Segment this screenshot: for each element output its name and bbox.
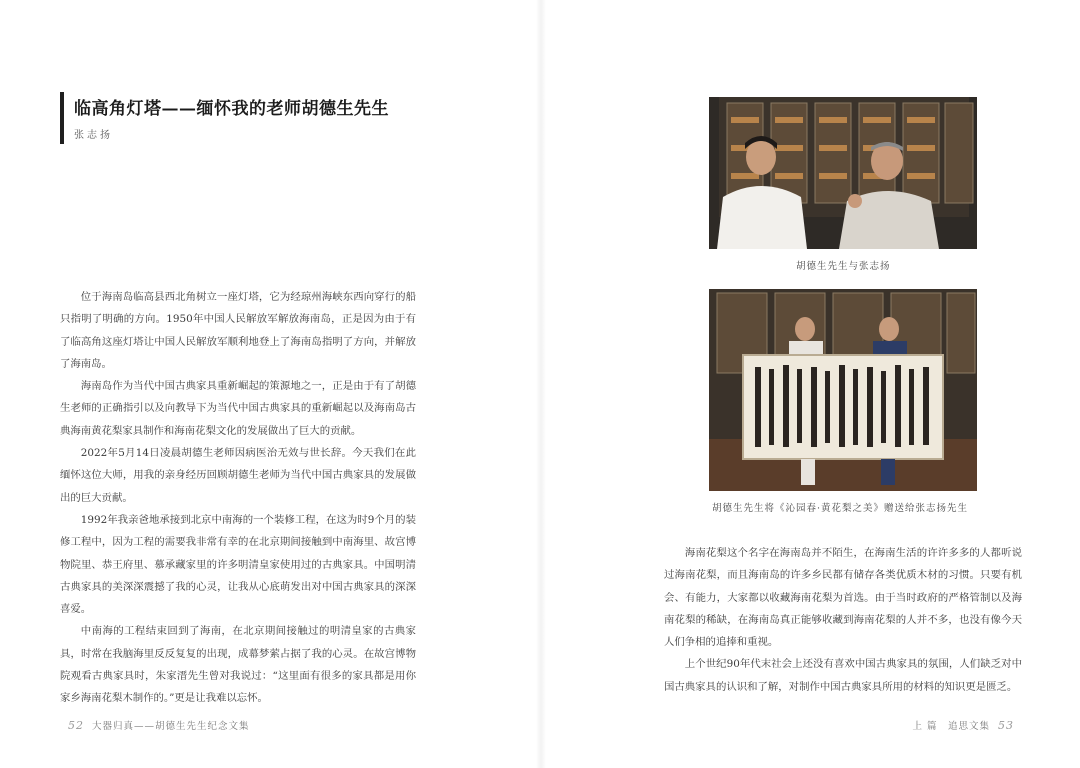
running-footer: 上 篇 追思文集 xyxy=(912,721,990,732)
paragraph: 1992年我亲爸地承接到北京中南海的一个装修工程，在这为时9个月的装修工程中，因为工程的需要我非常有幸的在北京期间接触到中南海里、故宫博物院里、恭王府里、慕承藏家里的许多明清皇家使用过的古典家具。中国明清古典家具的美深深震撼了我的心灵，让我从心底萌发出对中国古典家具的深深喜爱。 xyxy=(60,513,416,616)
paragraph: 海南岛作为当代中国古典家具重新崛起的策源地之一，正是由于有了胡德生老师的正确指引以及向教导下为当代中国古典家具的重新崛起以及海南岛古典海南黄花梨家具制作和海南花梨文化的发展做出了巨大的贡献。 xyxy=(60,380,416,437)
running-footer: 大器归真——胡德生先生纪念文集 xyxy=(92,721,250,732)
page-number: 53 xyxy=(998,719,1014,732)
left-body-text xyxy=(60,286,416,710)
paragraph: 上个世纪90年代末社会上还没有喜欢中国古典家具的氛围，人们缺乏对中国古典家具的认识和了解，对制作中国古典家具所用的材料的知识更是匮乏。 xyxy=(664,658,1022,693)
photo-two-men-talking xyxy=(709,97,977,249)
photo-illustration xyxy=(709,97,977,249)
photo-caption: 胡德生先生与张志扬 xyxy=(796,261,891,272)
page-number: 52 xyxy=(68,719,84,732)
title-accent-bar xyxy=(60,92,64,144)
paragraph: 中南海的工程结束回到了海南，在北京期间接触过的明清皇家的古典家具，时常在我脑海里反反复复的出现，成幕梦萦占据了我的心灵。在故宫博物院观看古典家具时，朱家溍先生曾对我说过：“这里面有很多的家具都是用你家乡海南花梨木制作的。”更是让我难以忘怀。 xyxy=(60,625,416,705)
article-title: 临高角灯塔——缅怀我的老师胡德生先生 xyxy=(74,99,389,119)
right-footer xyxy=(912,718,1022,732)
paragraph: 2022年5月14日凌晨胡德生老师因病医治无效与世长辞。今天我们在此缅怀这位大师，用我的亲身经历回顾胡德生老师为当代中国古典家具的发展做出的巨大贡献。 xyxy=(60,447,416,504)
photo-illustration xyxy=(709,289,977,491)
book-gutter xyxy=(536,0,546,768)
paragraph: 海南花梨这个名字在海南岛并不陌生，在海南生活的许许多多的人都听说过海南花梨，而且海南岛的许多乡民都有储存各类优质木材的习惯。只要有机会、有能力，大家都以收藏海南花梨为首选。由于当时政府的严格管制以及海南花梨的稀缺，在海南岛真正能够收藏到海南花梨的人并不多，也没有像今天人们争相的追捧和重视。 xyxy=(664,547,1022,649)
paragraph: 位于海南岛临高县西北角树立一座灯塔，它为经琼州海峡东西向穿行的船只指明了明确的方向。1950年中国人民解放军解放海南岛，正是因为由于有了临高角这座灯塔让中国人民解放军顺利地登上了海南岛指明了方向，并解放了海南岛。 xyxy=(60,291,416,370)
photo-calligraphy-presentation xyxy=(709,289,977,491)
left-footer xyxy=(60,718,250,732)
right-body-text xyxy=(664,542,1022,698)
article-author: 张志扬 xyxy=(74,130,113,141)
photo-caption: 胡德生先生将《沁园春·黄花梨之美》赠送给张志扬先生 xyxy=(712,503,969,514)
